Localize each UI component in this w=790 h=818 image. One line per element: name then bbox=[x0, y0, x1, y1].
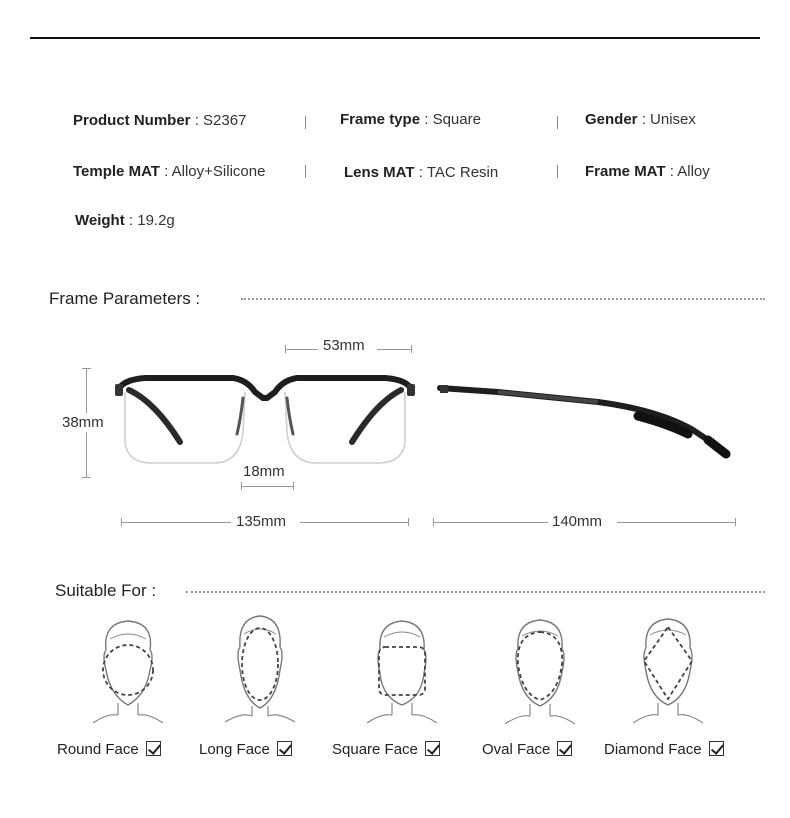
spec-temple-mat bbox=[73, 163, 265, 180]
spec-divider bbox=[557, 165, 558, 178]
spec-separator: : bbox=[194, 112, 204, 129]
dimension-tick bbox=[82, 477, 91, 478]
checkbox-checked-icon bbox=[146, 741, 161, 756]
temple-length-label: 140mm bbox=[552, 513, 603, 530]
dimension-tick bbox=[408, 518, 409, 526]
bridge-width-label: 18mm bbox=[243, 463, 285, 480]
spec-frame-type bbox=[340, 111, 481, 128]
spec-separator: : bbox=[641, 111, 651, 128]
spec-weight bbox=[75, 212, 175, 229]
face-option-oval bbox=[482, 741, 572, 758]
spec-lens-mat bbox=[344, 164, 498, 181]
dimension-line bbox=[241, 486, 293, 487]
dimension-line bbox=[285, 349, 318, 350]
dimension-line bbox=[433, 522, 548, 523]
top-divider bbox=[30, 37, 760, 39]
spec-separator: : bbox=[164, 163, 172, 180]
lens-width-label: 53mm bbox=[323, 337, 365, 354]
frame-parameters-title: Frame Parameters : bbox=[49, 289, 201, 308]
face-label: Square Face bbox=[332, 741, 418, 758]
spec-separator: : bbox=[418, 164, 427, 181]
dimension-tick bbox=[285, 345, 286, 353]
face-label: Round Face bbox=[57, 741, 139, 758]
face-option-square bbox=[332, 741, 440, 758]
dimension-line bbox=[377, 349, 411, 350]
spec-value: TAC Resin bbox=[426, 164, 499, 181]
spec-value: Alloy+Silicone bbox=[171, 163, 266, 180]
spec-label: Weight bbox=[75, 212, 125, 229]
spec-label: Gender bbox=[585, 111, 638, 128]
spec-value: Unisex bbox=[650, 111, 696, 128]
spec-label: Product Number bbox=[73, 112, 191, 129]
dimension-line bbox=[121, 522, 231, 523]
dimension-tick bbox=[735, 518, 736, 526]
temple-side-view bbox=[438, 380, 738, 460]
lens-height-label: 38mm bbox=[62, 414, 104, 431]
spec-separator: : bbox=[424, 111, 433, 128]
spec-divider bbox=[557, 116, 558, 129]
checkbox-checked-icon bbox=[277, 741, 292, 756]
section-dotted-rule bbox=[186, 591, 765, 593]
dimension-tick bbox=[293, 482, 294, 490]
dimension-tick bbox=[433, 518, 434, 526]
spec-value: Square bbox=[432, 111, 481, 128]
spec-divider bbox=[305, 165, 306, 178]
spec-value: Alloy bbox=[677, 163, 710, 180]
face-option-round bbox=[57, 741, 161, 758]
spec-separator: : bbox=[669, 163, 678, 180]
dimension-tick bbox=[241, 482, 242, 490]
spec-value: S2367 bbox=[203, 112, 247, 129]
oval-face-icon bbox=[500, 614, 580, 724]
long-face-icon bbox=[220, 612, 300, 722]
face-label: Oval Face bbox=[482, 741, 551, 758]
spec-label: Frame MAT bbox=[585, 163, 666, 180]
glasses-front-view bbox=[115, 372, 415, 472]
spec-separator: : bbox=[128, 212, 138, 229]
face-option-diamond bbox=[604, 741, 724, 758]
spec-frame-mat bbox=[585, 163, 710, 180]
round-face-icon bbox=[88, 615, 168, 725]
spec-value: 19.2g bbox=[137, 212, 175, 229]
section-dotted-rule bbox=[241, 298, 765, 300]
spec-gender bbox=[585, 111, 696, 128]
dimension-tick bbox=[121, 518, 122, 526]
dimension-tick bbox=[411, 345, 412, 353]
diamond-face-icon bbox=[628, 613, 708, 723]
checkbox-checked-icon bbox=[557, 741, 572, 756]
face-option-long bbox=[199, 741, 292, 758]
spec-label: Lens MAT bbox=[344, 164, 415, 181]
spec-label: Temple MAT bbox=[73, 163, 160, 180]
face-label: Long Face bbox=[199, 741, 270, 758]
face-label: Diamond Face bbox=[604, 741, 702, 758]
spec-label: Frame type bbox=[340, 111, 421, 128]
checkbox-checked-icon bbox=[709, 741, 724, 756]
dimension-line bbox=[617, 522, 735, 523]
checkbox-checked-icon bbox=[425, 741, 440, 756]
dimension-line bbox=[300, 522, 408, 523]
square-face-icon bbox=[362, 615, 442, 725]
suitable-for-title: Suitable For : bbox=[55, 581, 157, 600]
frame-width-label: 135mm bbox=[236, 513, 287, 530]
dimension-tick bbox=[82, 368, 91, 369]
spec-product-number bbox=[73, 112, 246, 129]
spec-divider bbox=[305, 116, 306, 129]
